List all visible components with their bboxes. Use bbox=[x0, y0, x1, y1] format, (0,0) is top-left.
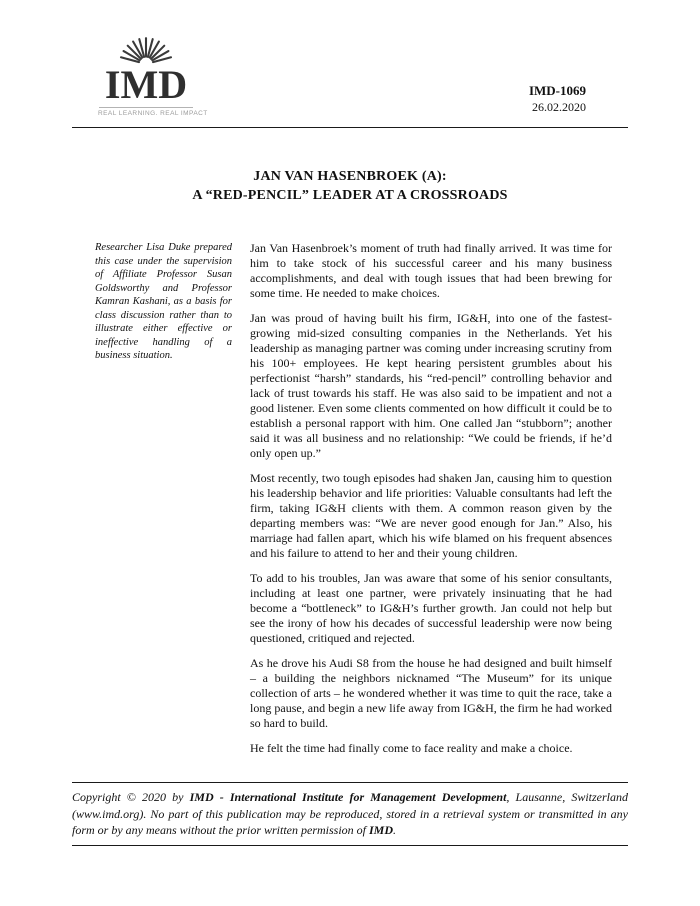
body-paragraph: To add to his troubles, Jan was aware that some of his senior consultants, including at least one partner, were privately insinuating that he had become a “bottleneck” to IG&H’s further growth. Jan could not help but see the irony of how his decades of successful leadership were now being questioned, critiqued and rejected. bbox=[250, 571, 612, 645]
document-date: 26.02.2020 bbox=[532, 100, 586, 114]
case-title-line1: JAN VAN HASENBROEK (A): bbox=[253, 169, 447, 184]
imd-logo bbox=[98, 34, 208, 117]
copyright-segment: , Lausanne, Switzerland (www.imd.org). No part of this publication may be reproduced, stored in a retrieval system or transmitted in any form or by any means without the prior written permission of bbox=[72, 790, 628, 837]
body-paragraph: As he drove his Audi S8 from the house he had designed and built himself – a building the neighbors nicknamed “The Museum” for its unique collection of arts – he wondered whether it was time to quit the race, take a long pause, and begin a new life away from IG&H, the firm he had worked so hard to build. bbox=[250, 656, 612, 730]
body-paragraph: Jan was proud of having built his firm, IG&H, into one of the fastest-growing mid-sized consulting companies in the Netherlands. Yet his leadership as managing partner was coming under increasing scrutiny from his 100+ employees. He kept hearing persistent grumbles about his perfectionist “harsh” standards, his “red-pencil” controlling behavior and lack of trust towards his staff. He was also said to be impatient and not a good listener. Even some clients commented on how difficult it could be to establish a personal rapport with him. One called Jan “stubborn”; another said it was all business and no relationship: “We could be friends, if he’d only open up.” bbox=[250, 311, 612, 460]
document-meta bbox=[420, 82, 586, 115]
body-paragraph: Jan Van Hasenbroek’s moment of truth had finally arrived. It was time for him to take stock of his successful career and his many business accomplishments, and deal with tough issues that had been brewing for some time. He needed to make choices. bbox=[250, 241, 612, 300]
logo-wordmark: IMD bbox=[104, 62, 188, 107]
footer-divider-top bbox=[72, 782, 628, 783]
attribution-sidebar bbox=[95, 241, 232, 756]
footer-divider-bottom bbox=[72, 845, 628, 846]
copyright-segment-bold: IMD bbox=[369, 823, 394, 837]
attribution-text: Researcher Lisa Duke prepared this case under the supervision of Affiliate Professor Susan Goldsworthy and Professor Kamran Kashani, as a basis for class discussion rather than to illustrate either effective or ineffective handling of a business situation. bbox=[95, 242, 232, 361]
case-body bbox=[250, 241, 612, 756]
copyright-segment: Copyright © 2020 by bbox=[72, 790, 190, 804]
logo-tagline: REAL LEARNING. REAL IMPACT bbox=[98, 110, 208, 117]
body-paragraph: Most recently, two tough episodes had shaken Jan, causing him to question his leadership behavior and life priorities: Valuable consultants had left the firm, taking IG&H clients with them. A common reason given by the departing members was: “We are never good enough for Jan.” Also, his marriage had fallen apart, which his wife blamed on his frequent absences and his failure to attend to her and their young children. bbox=[250, 471, 612, 560]
copyright-segment: . bbox=[393, 823, 397, 837]
case-title-line2: A “RED-PENCIL” LEADER AT A CROSSROADS bbox=[192, 188, 508, 203]
logo-divider bbox=[99, 107, 193, 108]
content-area bbox=[95, 241, 612, 756]
copyright-segment-bold: IMD - International Institute for Management Development bbox=[189, 790, 507, 804]
document-number: IMD-1069 bbox=[528, 83, 586, 98]
case-title bbox=[0, 167, 700, 205]
header-divider bbox=[72, 127, 628, 128]
body-paragraph: He felt the time had finally come to face reality and make a choice. bbox=[250, 741, 573, 755]
copyright-notice bbox=[72, 789, 628, 839]
sun-rays-icon bbox=[118, 34, 174, 65]
